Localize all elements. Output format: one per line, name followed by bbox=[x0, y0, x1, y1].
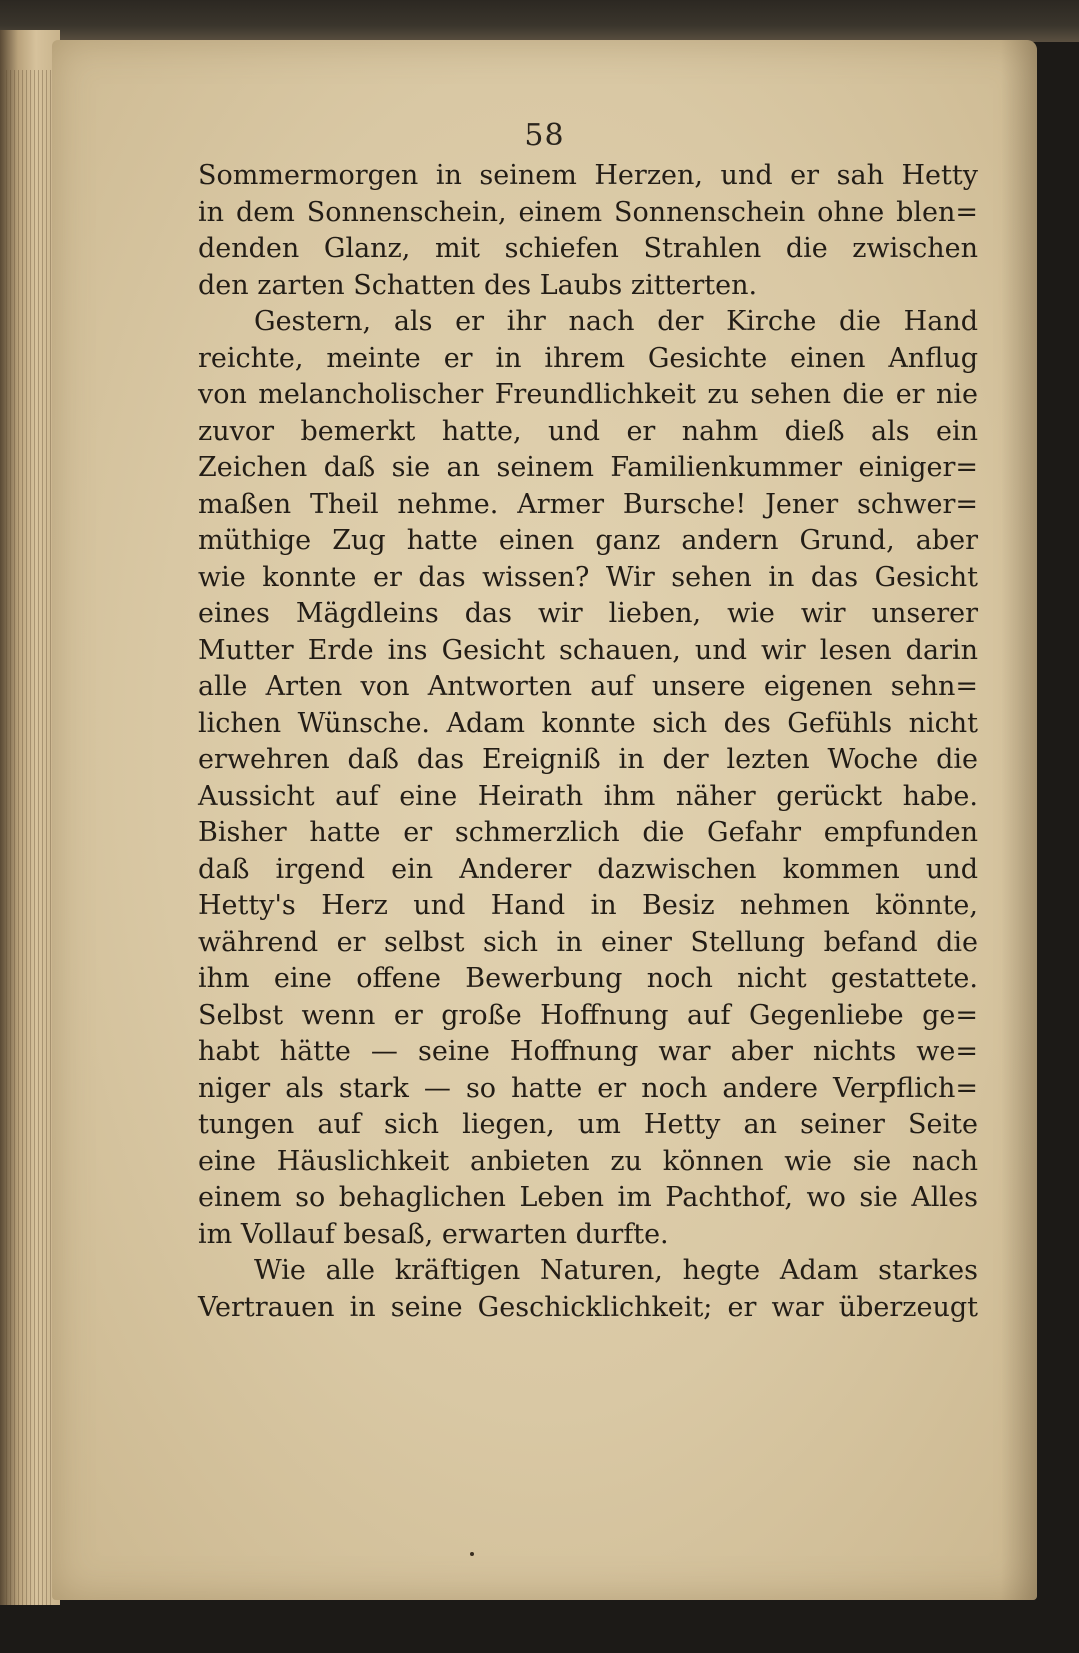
page-edge-lines bbox=[6, 70, 54, 1630]
text-line: Selbst wenn er große Hoffnung auf Gegenliebe ge= bbox=[198, 999, 978, 1031]
book-bottom-edge bbox=[0, 1605, 1079, 1653]
page-gutter-shadow bbox=[1001, 40, 1037, 1600]
text-line: im Vollauf besaß, erwarten durfte. bbox=[198, 1218, 669, 1250]
text-line: lichen Wünsche. Adam konnte sich des Gefühls nicht bbox=[198, 707, 978, 739]
text-line: eine Häuslichkeit anbieten zu können wie sie nach bbox=[198, 1145, 978, 1177]
text-line: in dem Sonnenschein, einem Sonnenschein ohne blen= bbox=[198, 196, 978, 228]
text-line: daß irgend ein Anderer dazwischen kommen und bbox=[198, 853, 978, 885]
book-page-edges bbox=[0, 30, 60, 1610]
paper-speck bbox=[470, 1552, 474, 1556]
text-line: niger als stark — so hatte er noch andere Verpflich= bbox=[198, 1072, 978, 1104]
page-number: 58 bbox=[524, 118, 565, 153]
text-line: wie konnte er das wissen? Wir sehen in das Gesicht bbox=[198, 561, 978, 593]
text-line: zuvor bemerkt hatte, und er nahm dieß als ein bbox=[198, 415, 978, 447]
text-line: Sommermorgen in seinem Herzen, und er sah Hetty bbox=[198, 160, 978, 191]
text-line: Mutter Erde ins Gesicht schauen, und wir lesen darin bbox=[198, 634, 978, 666]
text-line: Bisher hatte er schmerzlich die Gefahr empfunden bbox=[198, 817, 978, 848]
text-line: denden Glanz, mit schiefen Strahlen die zwischen bbox=[198, 233, 978, 264]
text-line: Gestern, als er ihr nach der Kirche die Hand bbox=[254, 306, 978, 337]
book-top-edge bbox=[0, 0, 1079, 42]
text-line: eines Mägdleins das wir lieben, wie wir unserer bbox=[198, 598, 978, 629]
page-body-text bbox=[198, 158, 978, 1326]
text-line: alle Arten von Antworten auf unsere eigenen sehn= bbox=[198, 671, 978, 702]
page-paper bbox=[52, 40, 1037, 1600]
text-line: maßen Theil nehme. Armer Bursche! Jener schwer= bbox=[198, 488, 978, 520]
text-line: einem so behaglichen Leben im Pachthof, wo sie Alles bbox=[198, 1182, 978, 1213]
text-line: ihm eine offene Bewerbung noch nicht gestattete. bbox=[198, 963, 978, 994]
text-line: müthige Zug hatte einen ganz andern Grund, aber bbox=[198, 525, 978, 556]
text-line: den zarten Schatten des Laubs zitterten. bbox=[198, 269, 758, 301]
text-line: von melancholischer Freundlichkeit zu sehen die er nie bbox=[198, 379, 978, 410]
text-line: reichte, meinte er in ihrem Gesichte einen Anflug bbox=[198, 342, 978, 374]
text-line: Vertrauen in seine Geschicklichkeit; er war überzeugt bbox=[198, 1291, 978, 1323]
text-line: Wie alle kräftigen Naturen, hegte Adam starkes bbox=[254, 1255, 978, 1286]
text-line: tungen auf sich liegen, um Hetty an seiner Seite bbox=[198, 1109, 978, 1140]
text-line: Aussicht auf eine Heirath ihm näher gerückt habe. bbox=[198, 780, 978, 812]
text-line: während er selbst sich in einer Stellung befand die bbox=[198, 926, 978, 958]
text-line: habt hätte — seine Hoffnung war aber nichts we= bbox=[198, 1036, 978, 1067]
text-line: erwehren daß das Ereigniß in der lezten Woche die bbox=[198, 744, 978, 775]
text-line: Hetty's Herz und Hand in Besiz nehmen könnte, bbox=[198, 890, 978, 921]
text-line: Zeichen daß sie an seinem Familienkummer einiger= bbox=[198, 452, 978, 483]
